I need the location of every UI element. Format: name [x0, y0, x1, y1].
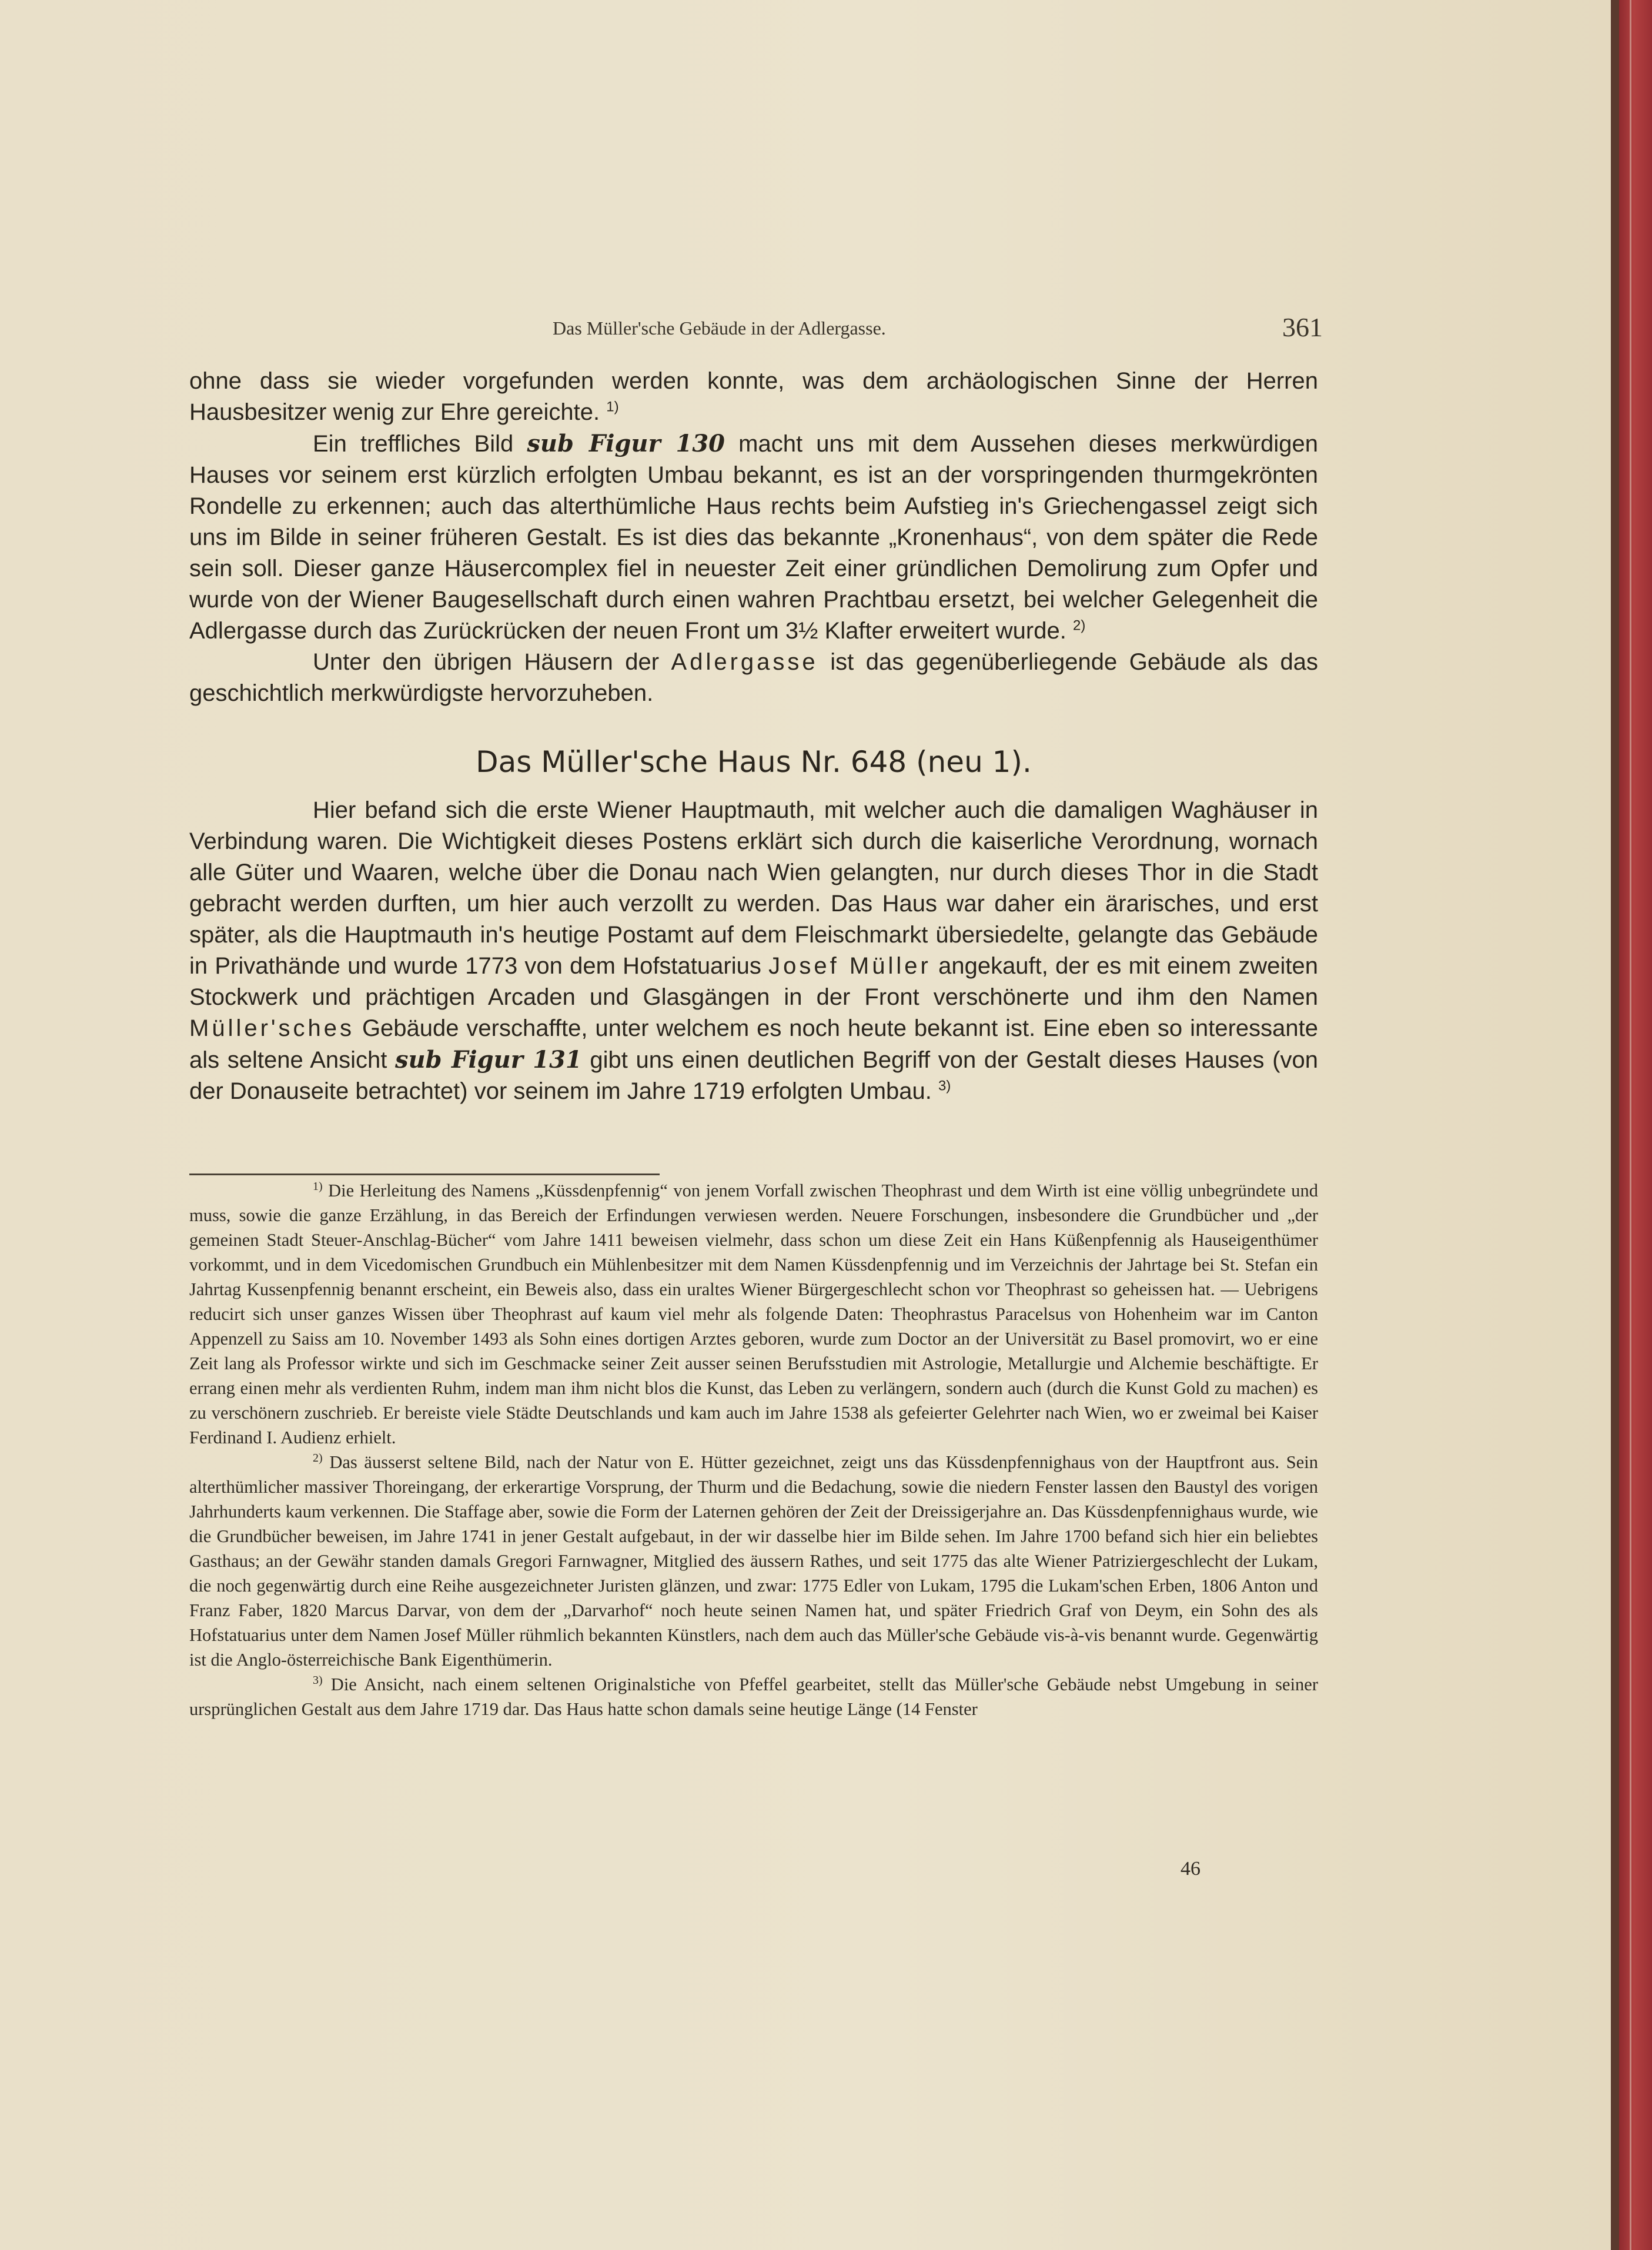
name-muellersches: Müller'sches [189, 1015, 355, 1041]
name-josef-mueller: Josef Müller [768, 953, 931, 979]
paragraph-3-text-a: Unter den übrigen Häusern der [313, 649, 660, 675]
page-number: 361 [1282, 312, 1323, 342]
footnote-ref-2: 2) [1072, 617, 1086, 634]
figure-ref-131: sub Figur 131 [395, 1046, 582, 1074]
footnote-rule [189, 1174, 660, 1175]
book-edge-highlight [1630, 0, 1631, 2250]
footnote-2 [189, 1450, 1318, 1672]
footnotes [189, 1178, 1318, 1721]
street-name-spaced: Adlergasse [671, 649, 818, 675]
paragraph-4-text-c: Gebäude verschaffte, unter welchem es noch heute bekannt ist. Eine eben so interessante als seltene Ansicht [189, 1015, 1318, 1073]
footnote-1-number: 1) [313, 1179, 323, 1193]
paragraph-4-text-b: angekauft, der es mit einem zweiten Stockwerk und prächtigen Arcaden und Glasgängen in der Front verschönerte und ihm den Namen [189, 953, 1318, 1010]
footnote-1-text: Die Herleitung des Namens „Küssdenpfennig“ von jenem Vorfall zwischen Theophrast und dem Wirth ist eine völlig unbegründete und muss, sowie die ganze Erzählung, in das Bereich der Erfindungen verwiesen werden. Neuere Forschungen, insbesondere die Grundbücher und „der gemeinen Stadt Steuer-Anschlag-Bücher“ vom Jahre 1411 beweisen vielmehr, dass schon um diese Zeit ein Hans Küßenpfennig als Hauseigenthümer vorkommt, und in dem Vicedomischen Grundbuch ein Mühlenbesitzer mit dem Namen Küssdenpfennig und im Verzeichnis der Jahrtage bei St. Stefan ein Jahrtag Kussenpfennig benannt erscheint, ein Beweis also, dass ein uraltes Wiener Bürgergeschlecht schon vor Theophrast so geheissen hat. — Uebrigens reducirt sich unser ganzes Wissen über Theophrast auf kaum viel mehr als folgende Daten: Theophrastus Paracelsus von Hohenheim war im Canton Appenzell zu Saiss am 10. November 1493 als Sohn eines dortigen Arztes geboren, wurde zum Doctor an der Universität zu Basel promovirt, wo er eine Zeit lang als Professor wirkte und sich im Geschmacke seiner Zeit ausser seinen Berufsstudien mit Astrologie, Metallurgie und Alchemie beschäftigte. Er errang einen mehr als verdienten Ruhm, indem man ihm nicht blos die Kunst, das Leben zu verlängern, sondern auch (durch die Kunst Gold zu machen) es zu verschönern zuschrieb. Er bereiste viele Städte Deutschlands und kam auch im Jahre 1538 als gefeierter Gelehrter nach Wien, wo er zweimal bei Kaiser Ferdinand I. Audienz erhielt. [189, 1181, 1319, 1447]
footnote-ref-1: 1) [606, 399, 619, 415]
paragraph-2 [189, 428, 1318, 647]
footnote-3-text: Die Ansicht, nach einem seltenen Originalstiche von Pfeffel gearbeitet, stellt das Müller'sche Gebäude nebst Umgebung in seiner ursprünglichen Gestalt aus dem Jahre 1719 dar. Das Haus hatte schon damals seine heutige Länge (14 Fenster [189, 1674, 1318, 1719]
paragraph-3-text-b: ist das gegenüberliegende Gebäude als das geschichtlich merkwürdigste hervorzuheben. [189, 649, 1318, 706]
figure-ref-130: sub Figur 130 [527, 430, 725, 457]
paragraph-1-text: ohne dass sie wieder vorgefunden werden konnte, was dem archäologischen Sinne der Herren Hausbesitzer wenig zur Ehre gereichte. [189, 368, 1318, 425]
footnote-3 [189, 1672, 1318, 1721]
section-heading: Das Müller'sche Haus Nr. 648 (neu 1). [476, 745, 1032, 779]
signature-mark: 46 [1181, 1858, 1200, 1880]
footnote-3-number: 3) [313, 1673, 323, 1687]
paragraph-2-text-a: Ein treffliches Bild [313, 431, 514, 457]
main-text [189, 366, 1318, 1107]
paragraph-2-text-b: macht uns mit dem Aussehen dieses merkwürdigen Hauses vor seinem erst kürzlich erfolgten Umbau bekannt, es ist an der vorspringenden thurmgekrönten Rondelle zu erkennen; auch das alterthümliche Haus rechts beim Aufstieg in's Griechengassel zeigt sich uns im Bilde in seiner früheren Gestalt. Es ist dies das bekannte „Kronenhaus“, von dem später die Rede sein soll. Dieser ganze Häusercomplex fiel in neuester Zeit einer gründlichen Demolirung zum Opfer und wurde von der Wiener Baugesellschaft durch einen wahren Prachtbau ersetzt, bei welcher Gelegenheit die Adlergasse durch das Zurückrücken der neuen Front um 3½ Klafter erweitert wurde. [189, 431, 1318, 644]
running-title: Das Müller'sche Gebäude in der Adlergasse. [553, 317, 886, 339]
paragraph-4-text-a: Hier befand sich die erste Wiener Hauptmauth, mit welcher auch die damaligen Waghäuser in Verbindung waren. Die Wichtigkeit dieses Postens erklärt sich durch die kaiserliche Verordnung, wornach alle Güter und Waaren, welche über die Donau nach Wien gelangten, nur durch dieses Thor in die Stadt gebracht werden durften, um hier auch verzollt zu werden. Das Haus war daher ein ärarisches, und erst später, als die Hauptmauth in's heutige Postamt auf dem Fleischmarkt übersiedelte, gelangte das Gebäude in Privathände und wurde 1773 von dem Hofstatuarius [189, 797, 1318, 979]
paragraph-3 [189, 647, 1318, 709]
footnote-2-number: 2) [313, 1451, 323, 1465]
footnote-2-text: Das äusserst seltene Bild, nach der Natur von E. Hütter gezeichnet, zeigt uns das Küssdenpfennighaus von der Hauptfront aus. Sein alterthümlicher massiver Thoreingang, der erkerartige Vorsprung, der Thurm und die Bedachung, sowie die niedern Fenster lassen den Baustyl des vorigen Jahrhunderts kaum verkennen. Die Staffage aber, sowie die Form der Laternen gehören der Zeit der Dreissigerjahre an. Das Küssdenpfennighaus wurde, wie die Grundbücher beweisen, im Jahre 1741 in jener Gestalt aufgebaut, in der wir dasselbe hier im Bilde sehen. Im Jahre 1700 befand sich hier ein beliebtes Gasthaus; an der Gewähr standen damals Gregori Farnwagner, Mitglied des äussern Rathes, und seit 1775 das alte Wiener Patriziergeschlecht der Lukam, die noch gegenwärtig durch eine Reihe ausgezeichneter Juristen glänzen, und zwar: 1775 Edler von Lukam, 1795 die Lukam'schen Erben, 1806 Anton und Franz Faber, 1820 Marcus Darvar, von dem der „Darvarhof“ noch heute seinen Namen hat, und später Friedrich Graf von Deym, ein Sohn des als Hofstatuarius unter dem Namen Josef Müller rühmlich bekannten Künstlers, nach dem auch das Müller'sche Gebäude vis-à-vis benannt wurde. Gegenwärtig ist die Anglo-österreichische Bank Eigenthümerin. [189, 1452, 1319, 1670]
book-gutter-shadow [1611, 0, 1619, 2250]
book-edge-red [1619, 0, 1652, 2250]
running-head [553, 312, 1323, 347]
paragraph-4-text-d: gibt uns einen deutlichen Begriff von der Gestalt dieses Hauses (von der Donauseite betrachtet) vor seinem im Jahre 1719 erfolgten Umbau. [189, 1047, 1319, 1104]
paragraph-4 [189, 795, 1318, 1107]
paragraph-1 [189, 366, 1318, 428]
footnote-1 [189, 1178, 1318, 1450]
footnote-ref-3: 3) [938, 1078, 951, 1094]
